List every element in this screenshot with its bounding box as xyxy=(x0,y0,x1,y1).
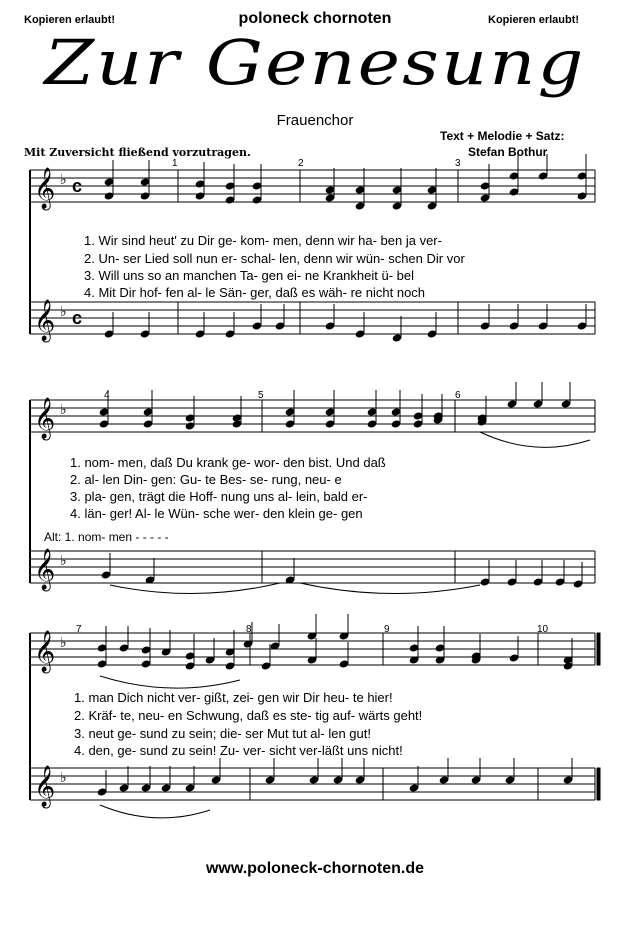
final-bar-line xyxy=(597,768,600,800)
website-url[interactable]: www.poloneck-chornoten.de xyxy=(205,860,425,877)
slur-line xyxy=(110,583,280,594)
lyrics-verse-3: 3. Will uns so an manchen Ta- gen ei- ne Krankheit ü- bel xyxy=(84,268,414,283)
slur-line xyxy=(300,583,480,594)
publisher-name: poloneck chornoten xyxy=(238,10,392,27)
slur-line xyxy=(480,432,590,447)
measure-number: 9 xyxy=(384,624,390,635)
measure-number: 7 xyxy=(76,624,82,635)
measure-number: 4 xyxy=(104,390,110,401)
copy-allowed-right: Kopieren erlaubt! xyxy=(488,14,580,26)
treble-clef-icon: 𝄞 xyxy=(34,630,56,671)
measure-number: 6 xyxy=(455,390,461,401)
lyrics-verse-2: 2. Kräf- te, neu- en Schwung, daß es ste- tig auf- wärts geht! xyxy=(74,708,423,723)
flat-sign-icon: ♭ xyxy=(60,634,67,650)
lyrics-verse-4: 4. den, ge- sund zu sein! Zu- ver- sicht ver-läßt uns nicht! xyxy=(74,743,403,758)
lyrics-verse-2: 2. Un- ser Lied soll nun er- schal- len, denn wir wün- schen Dir vor xyxy=(84,251,465,266)
lyrics-verse-1: 1. nom- men, daß Du krank ge- wor- den bist. Und daß xyxy=(70,455,386,470)
lyrics-verse-4: 4. Mit Dir hof- fen al- le Sän- ger, daß es wäh- re nicht noch xyxy=(84,285,426,300)
final-bar-line xyxy=(597,633,600,665)
lyrics-verse-1: 1. man Dich nicht ver- gißt, zei- gen wir Dir heu- te hier! xyxy=(74,690,393,705)
credit-line-2: Stefan Bothur xyxy=(468,145,548,159)
flat-sign-icon: ♭ xyxy=(60,171,67,187)
time-signature-icon: c xyxy=(72,176,83,196)
lyrics-verse-4: 4. län- ger! Al- le Wün- sche wer- den klein ge- gen xyxy=(70,506,363,521)
lyrics-verse-3: 3. pla- gen, trägt die Hoff- nung uns al- lein, bald er- xyxy=(70,489,368,504)
treble-clef-icon: 𝄞 xyxy=(34,167,56,208)
flat-sign-icon: ♭ xyxy=(60,303,67,319)
credit-line-1: Text + Melodie + Satz: xyxy=(440,129,565,143)
treble-clef-icon: 𝄞 xyxy=(34,397,56,438)
time-signature-icon: c xyxy=(72,308,83,328)
lyrics-verse-1: 1. Wir sind heut' zu Dir ge- kom- men, denn wir ha- ben ja ver- xyxy=(84,233,442,248)
slur-line xyxy=(100,805,210,818)
measure-number: 3 xyxy=(455,158,461,169)
treble-clef-icon: 𝄞 xyxy=(34,765,56,806)
alt-voice-label: Alt: 1. nom- men - - - - - xyxy=(44,530,169,544)
measure-number: 5 xyxy=(258,390,264,401)
slur-line xyxy=(100,676,240,688)
measure-number: 10 xyxy=(537,624,549,635)
treble-clef-icon: 𝄞 xyxy=(34,299,56,340)
measure-number: 8 xyxy=(246,624,252,635)
copy-allowed-left: Kopieren erlaubt! xyxy=(24,14,116,26)
flat-sign-icon: ♭ xyxy=(60,401,67,417)
tempo-marking: Mit Zuversicht fließend vorzutragen. xyxy=(24,146,251,159)
song-subtitle: Frauenchor xyxy=(276,112,354,129)
measure-number: 2 xyxy=(298,158,304,169)
lyrics-verse-2: 2. al- len Din- gen: Gu- te Bes- se- rung, neu- e xyxy=(70,472,342,487)
measure-number: 1 xyxy=(172,158,178,169)
flat-sign-icon: ♭ xyxy=(60,552,67,568)
lyrics-verse-3: 3. neut ge- sund zu sein; die- ser Mut tut al- len gut! xyxy=(74,726,371,741)
treble-clef-icon: 𝄞 xyxy=(34,548,56,589)
song-title: Zur Genesung xyxy=(44,26,586,99)
flat-sign-icon: ♭ xyxy=(60,769,67,785)
